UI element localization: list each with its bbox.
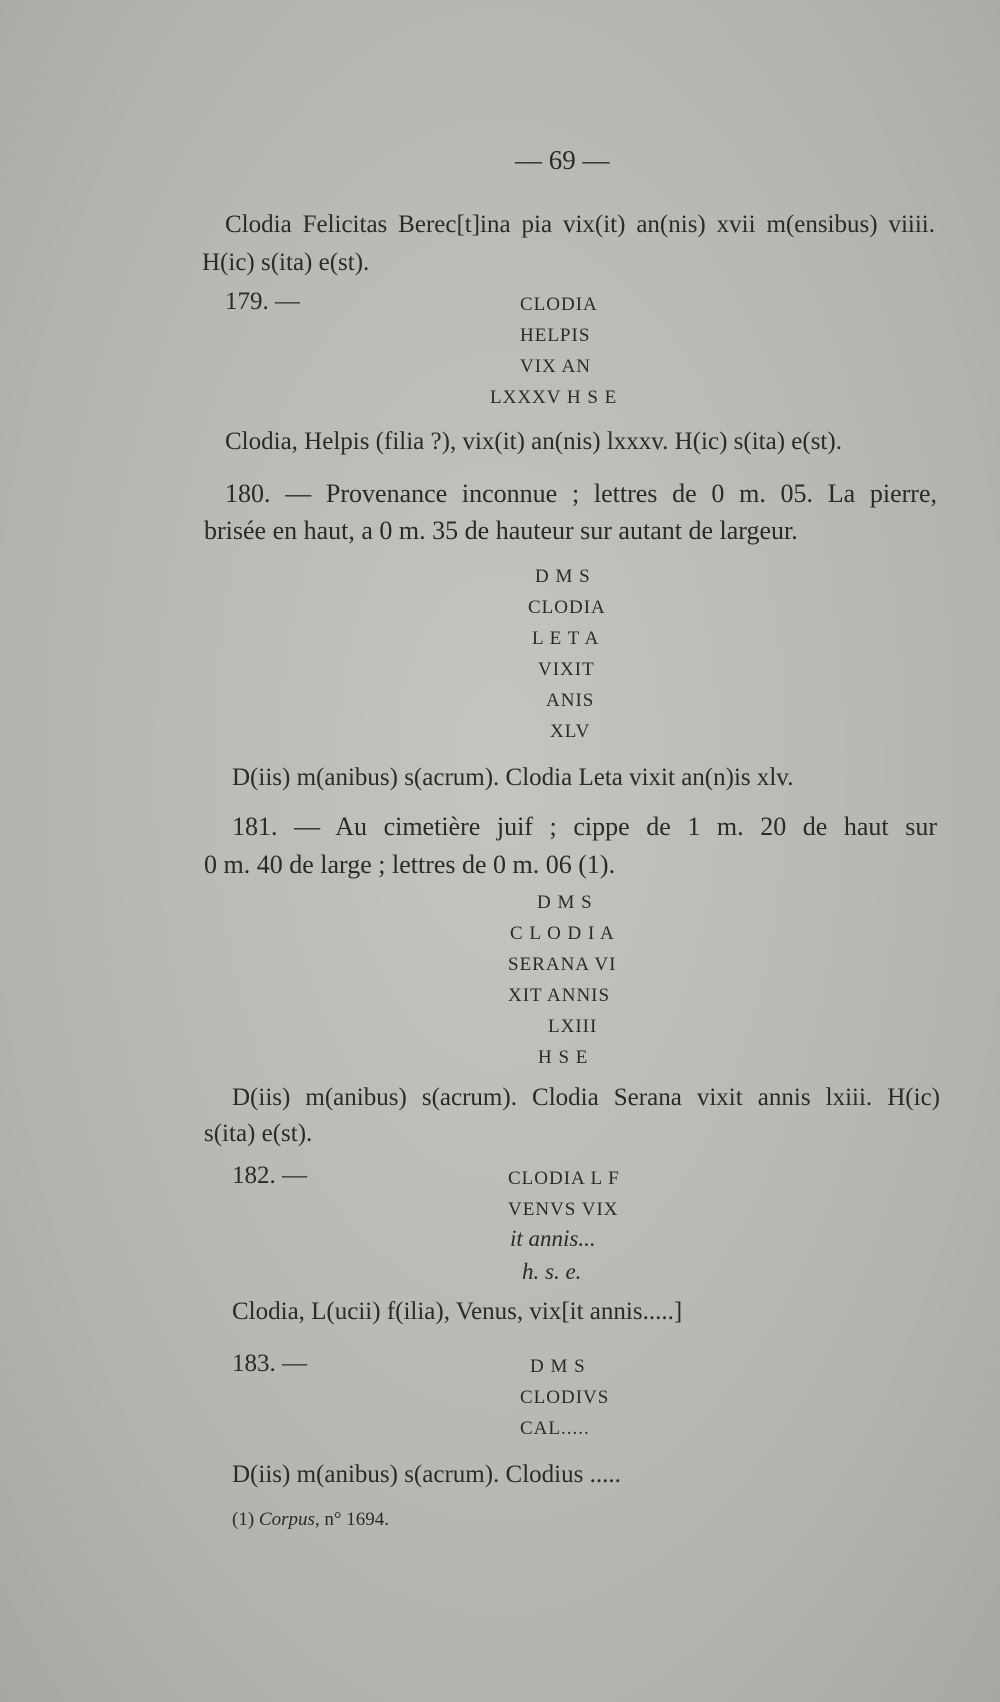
inscription-line: D M S [535, 566, 591, 587]
text-line: H(ic) s(ita) e(st). [202, 249, 370, 276]
inscription-line: CLODIVS [520, 1387, 610, 1408]
inscription-line: XLV [550, 721, 591, 742]
footnote-title: Corpus, [258, 1509, 320, 1530]
inscription-line: LXIII [548, 1016, 598, 1037]
paragraph-line: 0 m. 40 de large ; lettres de 0 m. 06 (1). [204, 850, 616, 879]
footnote [232, 1508, 389, 1532]
inscription-line: it annis... [510, 1226, 596, 1251]
entry-number-182: 182. — [232, 1162, 307, 1189]
inscription-line: C L O D I A [510, 923, 615, 944]
inscription-line: CLODIA [520, 294, 598, 315]
transcription-line: s(ita) e(st). [204, 1120, 313, 1147]
inscription-line: H S E [538, 1047, 589, 1068]
inscription-line: LXXXV H S E [490, 387, 618, 408]
entry-number-183: 183. — [232, 1350, 307, 1377]
entry-number-179: 179. — [225, 288, 300, 315]
inscription-line: VIX AN [520, 356, 591, 377]
inscription-line: h. s. e. [522, 1259, 582, 1284]
inscription-line: CLODIA [528, 597, 606, 618]
paragraph-line: 181. — Au cimetière juif ; cippe de 1 m. 20 de haut sur [232, 812, 937, 841]
transcription-line: D(iis) m(anibus) s(acrum). Clodia Leta vixit an(n)is xlv. [232, 764, 794, 791]
inscription-line: VIXIT [538, 659, 595, 680]
inscription-line: D M S [530, 1356, 586, 1377]
inscription-line: VENVS VIX [508, 1199, 619, 1220]
text-line: Clodia Felicitas Berec[t]ina pia vix(it) an(nis) xvii m(ensibus) viiii. [225, 211, 935, 238]
inscription-line: SERANA VI [508, 954, 617, 975]
inscription-line: ANIS [546, 690, 595, 711]
footnote-text: n° 1694. [324, 1509, 389, 1530]
inscription-line: CAL..... [520, 1418, 590, 1439]
footnote-mark: (1) [232, 1509, 255, 1530]
transcription-line: Clodia, Helpis (filia ?), vix(it) an(nis) lxxxv. H(ic) s(ita) e(st). [225, 428, 842, 455]
paragraph-line: brisée en haut, a 0 m. 35 de hauteur sur autant de largeur. [204, 516, 798, 545]
paragraph-line: 180. — Provenance inconnue ; lettres de 0 m. 05. La pierre, [225, 479, 937, 508]
transcription-line: D(iis) m(anibus) s(acrum). Clodius ..... [232, 1461, 621, 1488]
inscription-line: XIT ANNIS [508, 985, 611, 1006]
inscription-line: L E T A [532, 628, 600, 649]
inscription-line: CLODIA L F [508, 1168, 620, 1189]
transcription-line: Clodia, L(ucii) f(ilia), Venus, vix[it annis.....] [232, 1298, 683, 1325]
transcription-line: D(iis) m(anibus) s(acrum). Clodia Serana vixit annis lxiii. H(ic) [232, 1084, 940, 1111]
inscription-line: D M S [537, 892, 593, 913]
page-number: — 69 — [515, 145, 610, 175]
inscription-line: HELPIS [520, 325, 591, 346]
